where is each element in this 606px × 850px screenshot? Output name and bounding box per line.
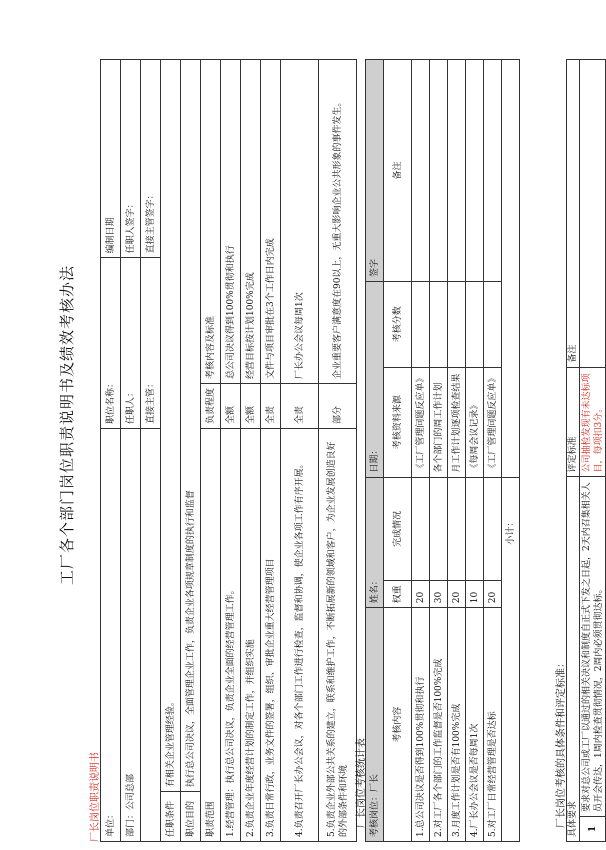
table-row: 4.厂长办公会议是否每周1次 [466,608,484,842]
duty-row-5: 5.负责企业外部公共关系的建立，联系和维护工作，不断拓展新的领域和客户，为企业发展创造良好的外部条件和环境 [319,429,357,842]
evaluation-standard: 公司抽检发现有未达标项目，每项扣3分。 [580,367,606,477]
responsibility-header: 负责程度 [201,384,221,429]
assessed-position: 考核岗位：厂长 [366,608,384,842]
supervisor-sign-field: 直接主管签字： [141,60,161,258]
col-weight: 权重 [384,581,412,608]
col-remarks: 备注 [384,60,412,282]
duty-row-4: 4.负责召开厂长办公会议，对各个部门工作进行检查，监督和协调，使企业各项工作有序开展。 [281,429,319,842]
assessment-signature: 签字 [366,60,384,282]
position-name-field: 职位名称： [101,258,121,429]
requirements-table [566,59,606,842]
col-source: 考核资料来源 [384,367,412,477]
requirement-number: 1 [580,817,606,842]
code-date-field: 编制日期 [101,60,121,258]
purpose-label: 职位目的 [181,792,201,842]
section-label-assessment: 厂长岗位考核统计表 [356,738,367,828]
duty-row-2: 2.负责企业年度经营计划的制定工作，并组织实施 [241,429,261,842]
col-score: 考核分数 [384,281,412,367]
standard-header: 考核内容及标准 [201,60,221,384]
job-description-table: 单位： 职位名称： 编制日期 部门：公司总部 任职人： 任职人签字： 直接主管： 直接主管签字： 任职条件 有相关企业管理经验。 职位目的 执行总公司决议，全面管理企业工作，负责企业各项规章制度的执行和监督 职责范围 负责程度 考核内容及标准 1.经营管理：执行总公司决议，负责企业全面的经营管理工作。 全额 总公司决议得到100%贯彻和执行 2.负责企业年度经营计划的制定工作，并组织实施 全额 经营目标按计划100%完成 3.负责日常行政，业务文件的签署，组织、审批企业重大经营管理项目 全责 文件与项目审批在3个工作日内完成 4.负责召开厂长办公会议，对各个部门工作进行检查，监督和协调，使企业各项工作有序开展。 全责 厂长办公会议每周1次 5.负责企业外部公共关系的建立，联系和维护工作，不断拓展新的领域和客户，为企业发展创造良好的外部条件和环境 部分 企业重要客户满意度在90以上，无重大影响企业公共形象的事件发生。 [100,59,357,842]
assessment-date: 日期： [366,281,384,477]
document-title: 工厂各个部门岗位职责说明书及绩效考核办法 [58,265,76,586]
holder-field: 任职人： [121,258,141,429]
qualification-value: 有相关企业管理经验。 [161,60,181,792]
col-content: 考核内容 [384,608,412,842]
evaluation-header: 评定标准 [567,367,580,477]
table-row: 2.对工厂各个部门的工作监督是否100%完成 [430,608,448,842]
table-row: 5.对工厂日常经营管理是否达标 [484,608,502,842]
subtotal-label: 小计： [502,477,520,841]
standards-note: 厂长岗位考核的具体条件和评定标准： [556,658,567,828]
col-completion: 完成情况 [384,477,412,581]
department-field: 部门：公司总部 [121,429,141,842]
requirements-header: 具体要求 [567,477,580,842]
purpose-value: 执行总公司决议，全面管理企业工作，负责企业各项规章制度的执行和监督 [181,60,201,792]
table-row: 3.月度工作计划是否有100%完成 [448,608,466,842]
assessee-name: 姓名： [366,477,384,608]
duty-row-1: 1.经营管理：执行总公司决议，负责企业全面的经营管理工作。 [221,429,241,842]
unit-field: 单位： [101,429,121,842]
assessment-table: 考核岗位：厂长 姓名： 日期： 签字 考核内容 权重 完成情况 考核资料来源 考核分数 备注 1.总公司决议是否得到100%贯彻和执行 20 《工厂管理问题反应单》 2.对工厂各个部门的工作监督是否100%完成 30 各个部门的周工作计划 3.月度工作计划是否有100%完成 20 月工作计划逐项检查结果 4.厂长办公会议是否每周1次 10 《每周会议记录》 5.对工厂日常经营管理是否达标 20 《工厂管理问题反应单》 小计： [365,59,520,842]
section-label-duties: 厂长岗位职责说明书 [90,752,101,842]
req-remarks-header: 备注 [567,60,580,368]
requirement-text: 要求对总公司或工厂以通过的相关决议和制度自正式下发之日起，2天内召集相关人员开会传达，1周内检查贯彻情况，2周内必须贯彻达标。 [580,477,606,817]
qualification-label: 任职条件 [161,792,181,842]
supervisor-field: 直接主管： [141,258,161,429]
holder-sign-field: 任职人签字： [121,60,141,258]
duty-row-3: 3.负责日常行政，业务文件的签署，组织、审批企业重大经营管理项目 [261,429,281,842]
table-row: 1.总公司决议是否得到100%贯彻和执行 [412,608,430,842]
duties-header: 职责范围 [201,429,221,842]
